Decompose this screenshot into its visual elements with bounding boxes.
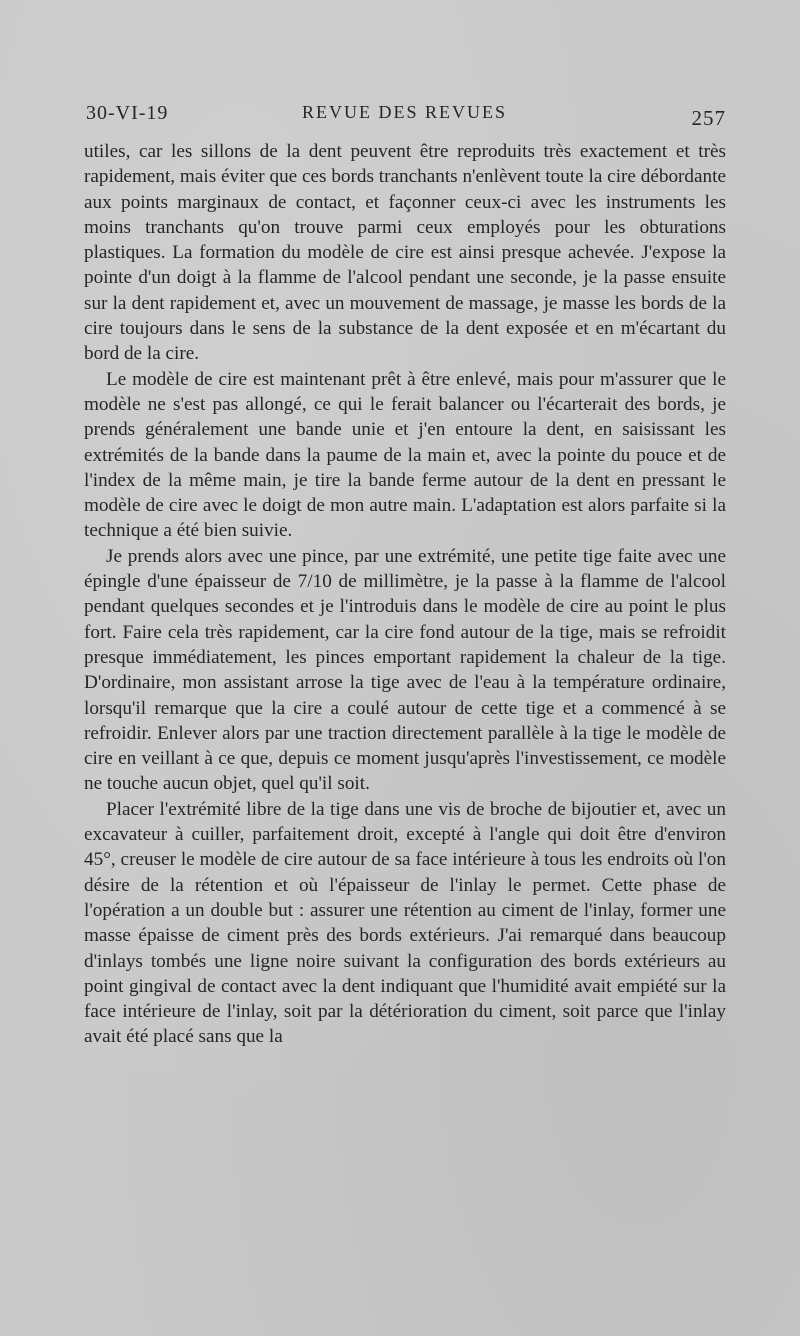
header-date: 30-VI-19 <box>86 102 169 124</box>
paragraph: utiles, car les sillons de la dent peuvent être reproduits très exactement et très rapidement, mais éviter que ces bords tranchants n'enlèvent toute la cire débordante aux points marginaux de contact, et façonner ceux-ci avec les instruments les moins tranchants qu'on trouve parmi ceux employés pour les obturations plastiques. La formation du modèle de cire est ainsi presque achevée. J'expose la pointe d'un doigt à la flamme de l'alcool pendant une seconde, je la passe ensuite sur la dent rapidement et, avec un mouvement de massage, je masse les bords de la cire toujours dans le sens de la substance de la dent exposée et en m'écartant du bord de la cire. <box>84 141 726 365</box>
paragraph: Je prends alors avec une pince, par une extrémité, une petite tige faite avec une épingle d'une épaisseur de 7/10 de millimètre, je la passe à la flamme de l'alcool pendant quelques secondes et je l'introduis dans le modèle de cire au point le plus fort. Faire cela très rapidement, car la cire fond autour de la tige, mais se refroidit presque immédiatement, les pinces emportant rapidement la chaleur de la tige. D'ordinaire, mon assistant arrose la tige avec de l'eau à la température ordinaire, lorsqu'il remarque que la cire a coulé autour de cette tige et a commencé à se refroidir. Enlever alors par une traction directement parallèle à la tige le modèle de cire en veillant à ce que, depuis ce moment jusqu'après l'investissement, ce modèle ne touche aucun objet, quel qu'il soit. <box>84 545 726 795</box>
header-title: REVUE DES REVUES <box>302 102 508 122</box>
body-text <box>84 139 726 1050</box>
running-head <box>86 102 730 132</box>
paragraph: Le modèle de cire est maintenant prêt à être enlevé, mais pour m'assurer que le modèle ne s'est pas allongé, ce qui le ferait balancer ou l'écarterait des bords, je prends généralement une bande unie et j'en entoure la dent, en saisissant les extrémités de la bande dans la paume de la main et, avec la pointe du pouce et de l'index de la même main, je tire la bande ferme autour de la dent en pressant le modèle de cire avec le doigt de mon autre main. L'adaptation est alors parfaite si la technique a été bien suivie. <box>84 368 726 542</box>
paragraph: Placer l'extrémité libre de la tige dans une vis de broche de bijoutier et, avec un excavateur à cuiller, parfaitement droit, excepté à l'angle qui doit être d'environ 45°, creuser le modèle de cire autour de sa face intérieure à tous les endroits où l'on désire de la rétention et où l'épaisseur de l'inlay le permet. Cette phase de l'opération a un double but : assurer une rétention au ciment de l'inlay, former une masse épaisse de ciment près des bords extérieurs. J'ai remarqué dans beaucoup d'inlays tombés une ligne noire suivant la configuration des bords extérieurs au point gingival de contact avec la dent indiquant que l'humidité avait empiété sur la face intérieure de l'inlay, soit par la détérioration du ciment, soit parce que l'inlay avait été placé sans que la <box>84 798 726 1048</box>
page-number: 257 <box>691 106 726 130</box>
